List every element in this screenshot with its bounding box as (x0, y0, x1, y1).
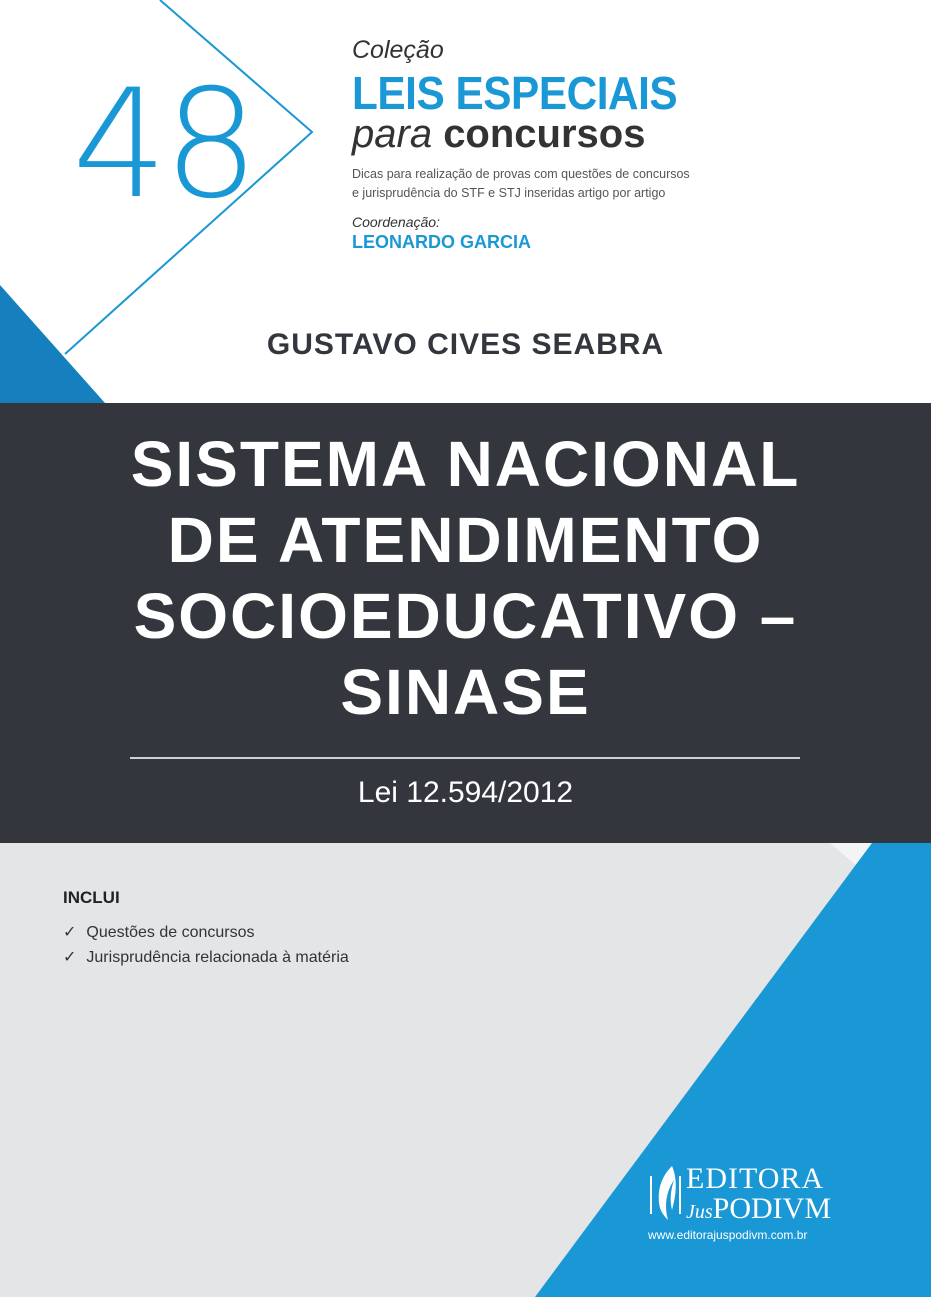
title-line: SISTEMA NACIONAL (130, 428, 801, 500)
check-icon: ✓ (63, 949, 77, 966)
list-item (63, 945, 349, 970)
publisher-name-line1: EDITORA (686, 1162, 825, 1195)
title-line: DE ATENDIMENTO (167, 504, 764, 576)
collection-title: LEIS ESPECIAIS (352, 67, 678, 119)
publisher-podivm: PODIVM (712, 1192, 832, 1225)
title-line: SINASE (340, 656, 591, 728)
publisher-jus: Jus (686, 1201, 713, 1223)
book-title (0, 426, 931, 730)
subtitle-italic: para (352, 112, 433, 156)
collection-description (352, 165, 690, 203)
description-line: e jurisprudência do STF e STJ inseridas artigo por artigo (352, 186, 666, 200)
publisher-name-line2 (686, 1192, 831, 1226)
collection-label: Coleção (352, 36, 444, 64)
list-item (63, 920, 349, 945)
coordination-label: Coordenação: (352, 214, 440, 230)
author-name: GUSTAVO CIVES SEABRA (266, 328, 665, 361)
divider (130, 757, 800, 759)
check-icon: ✓ (63, 924, 77, 941)
coordinator-name: LEONARDO GARCIA (352, 232, 531, 252)
collection-subtitle (352, 112, 645, 157)
list-item-label: Questões de concursos (86, 924, 255, 941)
includes-list (63, 920, 349, 970)
list-item-label: Jurisprudência relacionada à matéria (86, 949, 349, 966)
subtitle-bold: concursos (443, 112, 646, 156)
title-line: SOCIOEDUCATIVO – (133, 580, 798, 652)
quill-icon (648, 1162, 684, 1224)
law-number: Lei 12.594/2012 (357, 776, 574, 809)
includes-heading: INCLUI (63, 888, 120, 907)
description-line: Dicas para realização de provas com questões de concursos (352, 167, 690, 181)
publisher-url: www.editorajuspodivm.com.br (648, 1228, 808, 1242)
series-number: 48 (72, 58, 255, 232)
